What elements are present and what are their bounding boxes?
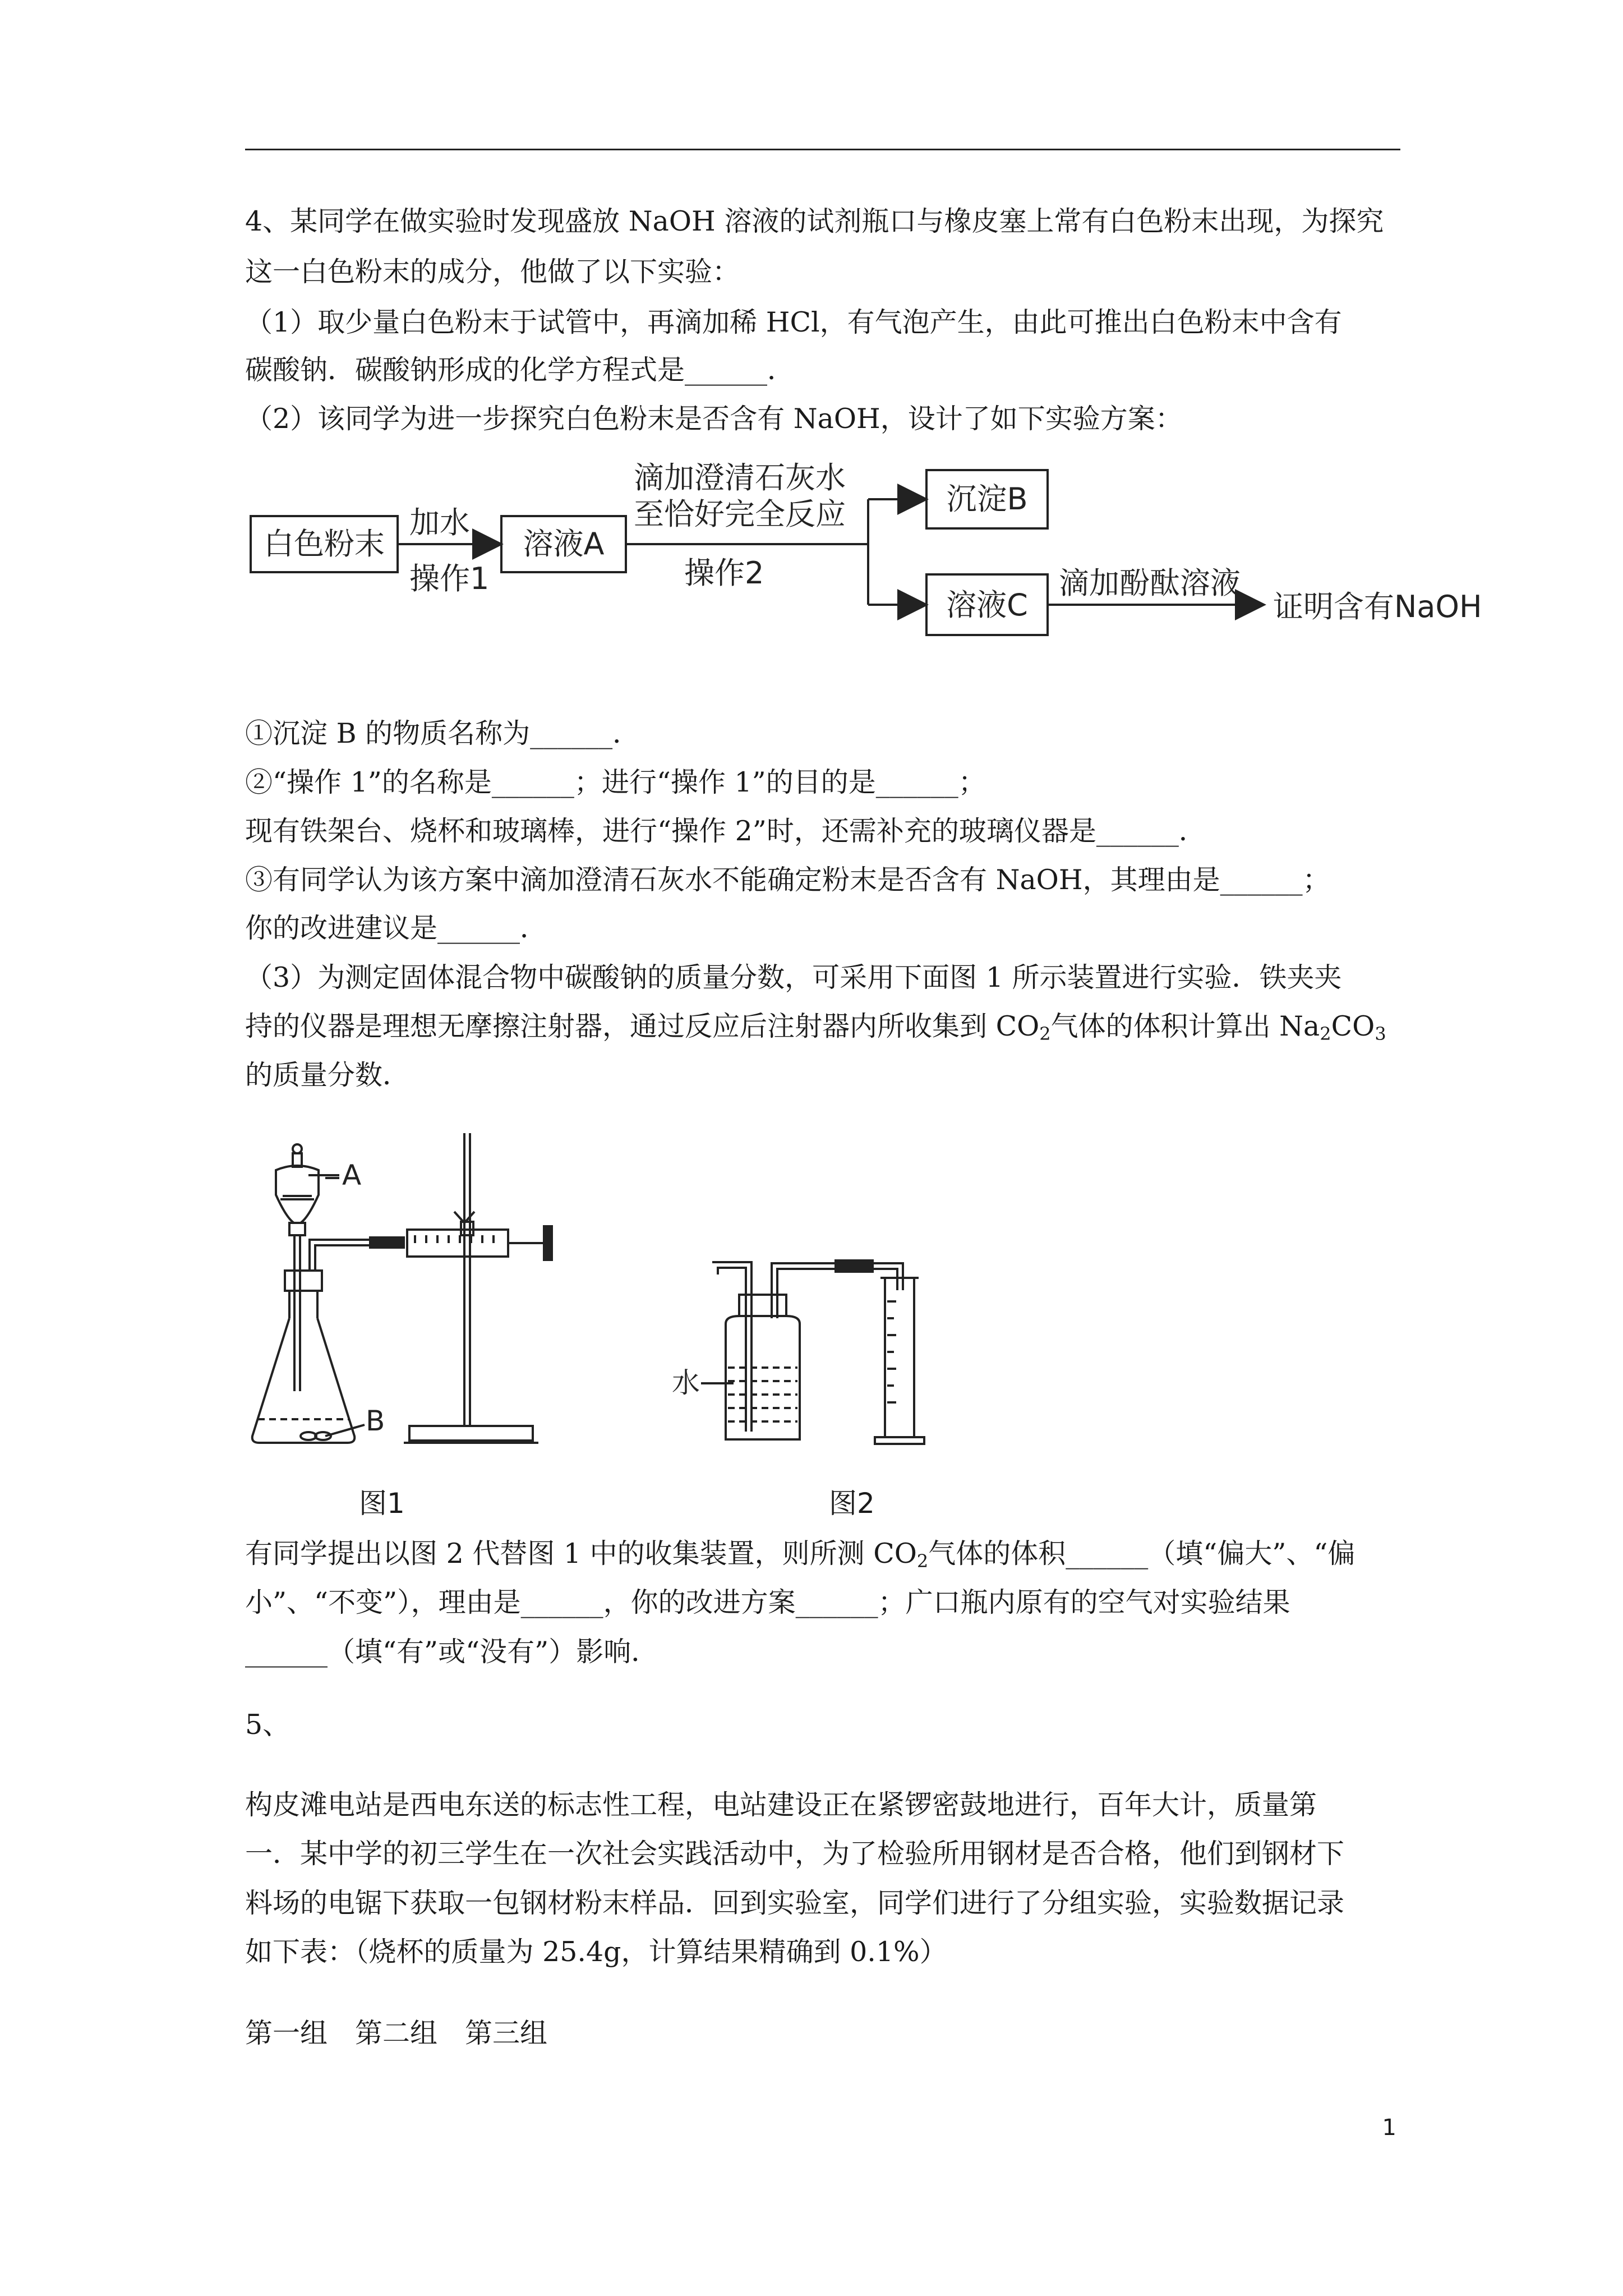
q4-sub2b: 现有铁架台、烧杯和玻璃棒，进行“操作 2”时，还需补充的玻璃仪器是______．	[245, 815, 1206, 847]
q4-sub3: ③有同学认为该方案中滴加澄清石灰水不能确定粉末是否含有 NaOH，其理由是______；	[245, 864, 1330, 896]
flow-label-add-water: 加水	[409, 505, 470, 540]
fig1-caption: 图1	[359, 1487, 405, 1520]
syringe-icon	[407, 1226, 552, 1260]
q5-line1: 构皮滩电站是西电东送的标志性工程，电站建设正在紧锣密鼓地进行，百年大计，质量第	[245, 1789, 1317, 1821]
q4-sub1: ①沉淀 B 的物质名称为______．	[245, 717, 640, 749]
flow-box-solC-label: 溶液C	[946, 587, 1028, 623]
q4-sub3b: 你的改进建议是______．	[245, 912, 548, 944]
wide-mouth-bottle-icon	[726, 1295, 800, 1439]
figure-2-apparatus	[667, 1234, 981, 1458]
flow-box-precB-label: 沉淀B	[946, 481, 1028, 517]
q4-part3-line1: （3）为测定固体混合物中碳酸钠的质量分数，可采用下面图 1 所示装置进行实验．铁夹夹	[245, 961, 1342, 993]
q4-part2-intro: （2）该同学为进一步探究白色粉末是否含有 NaOH，设计了如下实验方案：	[245, 403, 1183, 435]
q4-after-line1: 有同学提出以图 2 代替图 1 中的收集装置，则所测 $CO_2$气体的体积______（填“偏大”、“偏	[245, 1538, 1355, 1572]
flow-result: 证明含有NaOH	[1273, 589, 1482, 624]
q4-intro-line1: 4、某同学在做实验时发现盛放 NaOH 溶液的试剂瓶口与橡皮塞上常有白色粉末出现，为探究	[245, 205, 1384, 237]
q4-intro-line2: 这一白色粉末的成分，他做了以下实验：	[245, 256, 740, 288]
header-rule	[245, 149, 1400, 150]
iron-stand-icon	[404, 1133, 538, 1443]
q5-line2: 一．某中学的初三学生在一次社会实践活动中，为了检验所用钢材是否合格，他们到钢材下	[245, 1838, 1345, 1870]
flow-label-lime-1: 滴加澄清石灰水	[634, 460, 846, 495]
q4-sub2: ②“操作 1”的名称是______；进行“操作 1”的目的是______；	[245, 766, 986, 798]
q4-after-line2: 小”、“不变”），理由是______，你的改进方案______；广口瓶内原有的空气对实验结果	[245, 1586, 1290, 1618]
fig2-label-water: 水	[672, 1366, 700, 1399]
graduated-cylinder-icon	[875, 1278, 924, 1444]
conical-flask-icon	[252, 1271, 355, 1443]
q4-part1-line1: （1）取少量白色粉末于试管中，再滴加稀 HCl，有气泡产生，由此可推出白色粉末中含有	[245, 306, 1342, 338]
q5-number: 5、	[245, 1709, 291, 1741]
fig1-label-B: B	[366, 1405, 385, 1437]
flow-label-lime-2: 至恰好完全反应	[634, 496, 846, 532]
flow-label-op1: 操作1	[409, 561, 490, 596]
flow-box-solA	[501, 516, 626, 572]
fig1-label-A: A	[342, 1159, 362, 1191]
flow-box-solA-label: 溶液A	[523, 526, 605, 562]
q4-part1-line2: 碳酸钠．碳酸钠形成的化学方程式是______．	[245, 354, 795, 386]
flow-box-powder	[251, 516, 398, 572]
flow-box-powder-label: 白色粉末	[264, 526, 385, 562]
fig2-caption: 图2	[829, 1487, 875, 1520]
q4-part3-line3: 的质量分数．	[245, 1059, 411, 1091]
q4-after-line3: ______（填“有”或“没有”）影响．	[245, 1636, 659, 1668]
q4-part3-line2: 持的仪器是理想无摩擦注射器，通过反应后注射器内所收集到 $CO_2$气体的体积计算出 $Na_2CO_3$	[245, 1010, 1386, 1045]
figure-1-apparatus	[241, 1133, 634, 1470]
flow-label-op2: 操作2	[684, 555, 764, 591]
flow-diagram	[241, 454, 1531, 656]
flow-label-phenol: 滴加酚酞溶液	[1059, 565, 1241, 601]
q5-line4: 如下表：（烧杯的质量为 25.4g，计算结果精确到 0.1%）	[245, 1936, 947, 1968]
page-number: 1	[1382, 2115, 1396, 2141]
flow-box-solC	[926, 574, 1048, 635]
q5-line3: 料场的电锯下获取一包钢材粉末样品．回到实验室，同学们进行了分组实验，实验数据记录	[245, 1887, 1345, 1919]
q5-groups: 第一组 第二组 第三组	[245, 2017, 548, 2049]
separatory-funnel-icon	[276, 1144, 319, 1391]
flow-box-precB	[926, 470, 1048, 528]
